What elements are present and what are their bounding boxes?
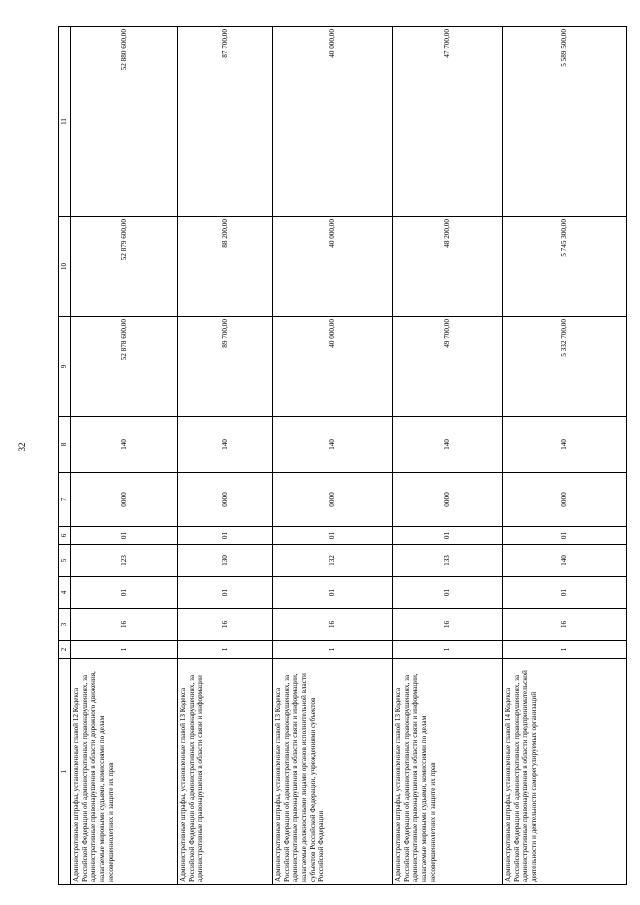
- code-cell: 133: [393, 545, 503, 577]
- table-row: [178, 27, 273, 885]
- code-cell: 16: [178, 609, 273, 641]
- row-name-cell: Административные штрафы, установленные главой 13 Кодекса Российской Федерации об административных правонарушениях, за административные правонарушения в области связи и информации, налагаемые должностными лицами органов исполнительной власти субъектов Российской Федерации, учреждениями субъектов Российской Федерации: [273, 659, 393, 885]
- code-cell: 01: [503, 577, 627, 609]
- code-cell: 123: [71, 545, 178, 577]
- header-cell: 6: [59, 527, 71, 545]
- budget-revenue-table: [58, 26, 627, 885]
- amount-cell: 52 880 600,00: [71, 27, 178, 217]
- table-row: [273, 27, 393, 885]
- header-cell: 11: [59, 27, 71, 217]
- table-row: [393, 27, 503, 885]
- code-cell: 01: [273, 577, 393, 609]
- amount-cell: 48 200,00: [393, 217, 503, 317]
- code-cell: 16: [503, 609, 627, 641]
- amount-cell: 40 000,00: [273, 217, 393, 317]
- code-cell: 1: [273, 641, 393, 659]
- header-cell: 9: [59, 317, 71, 417]
- code-cell: 01: [393, 527, 503, 545]
- code-cell: 140: [273, 417, 393, 473]
- header-cell: 1: [59, 659, 71, 885]
- header-cell: 3: [59, 609, 71, 641]
- amount-cell: 5 589 500,00: [503, 27, 627, 217]
- code-cell: 1: [178, 641, 273, 659]
- code-cell: 0000: [71, 473, 178, 527]
- code-cell: 140: [393, 417, 503, 473]
- table-header-row: [59, 27, 71, 885]
- amount-cell: 89 700,00: [178, 317, 273, 417]
- code-cell: 01: [178, 577, 273, 609]
- row-name-cell: Административные штрафы, установленные главой 12 Кодекса Российской Федерации об административных правонарушениях, за административные правонарушения в области дорожного движения, налагаемые мировыми судьями, комиссиями по делам несовершеннолетних и защите их прав: [71, 659, 178, 885]
- amount-cell: 52 879 600,00: [71, 217, 178, 317]
- code-cell: 132: [273, 545, 393, 577]
- code-cell: 140: [503, 545, 627, 577]
- code-cell: 01: [178, 527, 273, 545]
- code-cell: 0000: [273, 473, 393, 527]
- code-cell: 01: [393, 577, 503, 609]
- code-cell: 140: [178, 417, 273, 473]
- header-cell: 7: [59, 473, 71, 527]
- code-cell: 0000: [503, 473, 627, 527]
- code-cell: 0000: [178, 473, 273, 527]
- code-cell: 01: [503, 527, 627, 545]
- amount-cell: 5 332 700,00: [503, 317, 627, 417]
- code-cell: 1: [71, 641, 178, 659]
- code-cell: 130: [178, 545, 273, 577]
- rotated-table-container: [58, 27, 626, 885]
- code-cell: 1: [393, 641, 503, 659]
- code-cell: 01: [273, 527, 393, 545]
- amount-cell: 52 878 600,00: [71, 317, 178, 417]
- amount-cell: 40 000,00: [273, 27, 393, 217]
- code-cell: 01: [71, 527, 178, 545]
- header-cell: 10: [59, 217, 71, 317]
- amount-cell: 88 200,00: [178, 217, 273, 317]
- code-cell: 1: [503, 641, 627, 659]
- row-name-cell: Административные штрафы, установленные главой 14 Кодекса Российской Федерации об административных правонарушениях, за административные правонарушения в области предпринимательской деятельности и деятельности саморегулируемых организаций: [503, 659, 627, 885]
- row-name-cell: Административные штрафы, установленные главой 13 Кодекса Российской Федерации об административных правонарушениях, за административные правонарушения в области связи и информации, налагаемые мировыми судьями, комиссиями по делам несовершеннолетних и защите их прав: [393, 659, 503, 885]
- table-row: [71, 27, 178, 885]
- header-cell: 5: [59, 545, 71, 577]
- code-cell: 01: [71, 577, 178, 609]
- row-name-cell: Административные штрафы, установленные главой 13 Кодекса Российской Федерации об административных правонарушениях, за административные правонарушения в области связи и информации: [178, 659, 273, 885]
- amount-cell: 47 700,00: [393, 27, 503, 217]
- amount-cell: 49 700,00: [393, 317, 503, 417]
- code-cell: 16: [273, 609, 393, 641]
- header-cell: 2: [59, 641, 71, 659]
- code-cell: 0000: [393, 473, 503, 527]
- header-cell: 4: [59, 577, 71, 609]
- amount-cell: 87 700,00: [178, 27, 273, 217]
- code-cell: 16: [71, 609, 178, 641]
- header-cell: 8: [59, 417, 71, 473]
- amount-cell: 40 000,00: [273, 317, 393, 417]
- table-row: [503, 27, 627, 885]
- code-cell: 16: [393, 609, 503, 641]
- amount-cell: 5 745 300,00: [503, 217, 627, 317]
- code-cell: 140: [503, 417, 627, 473]
- code-cell: 140: [71, 417, 178, 473]
- page-number: 32: [17, 442, 27, 452]
